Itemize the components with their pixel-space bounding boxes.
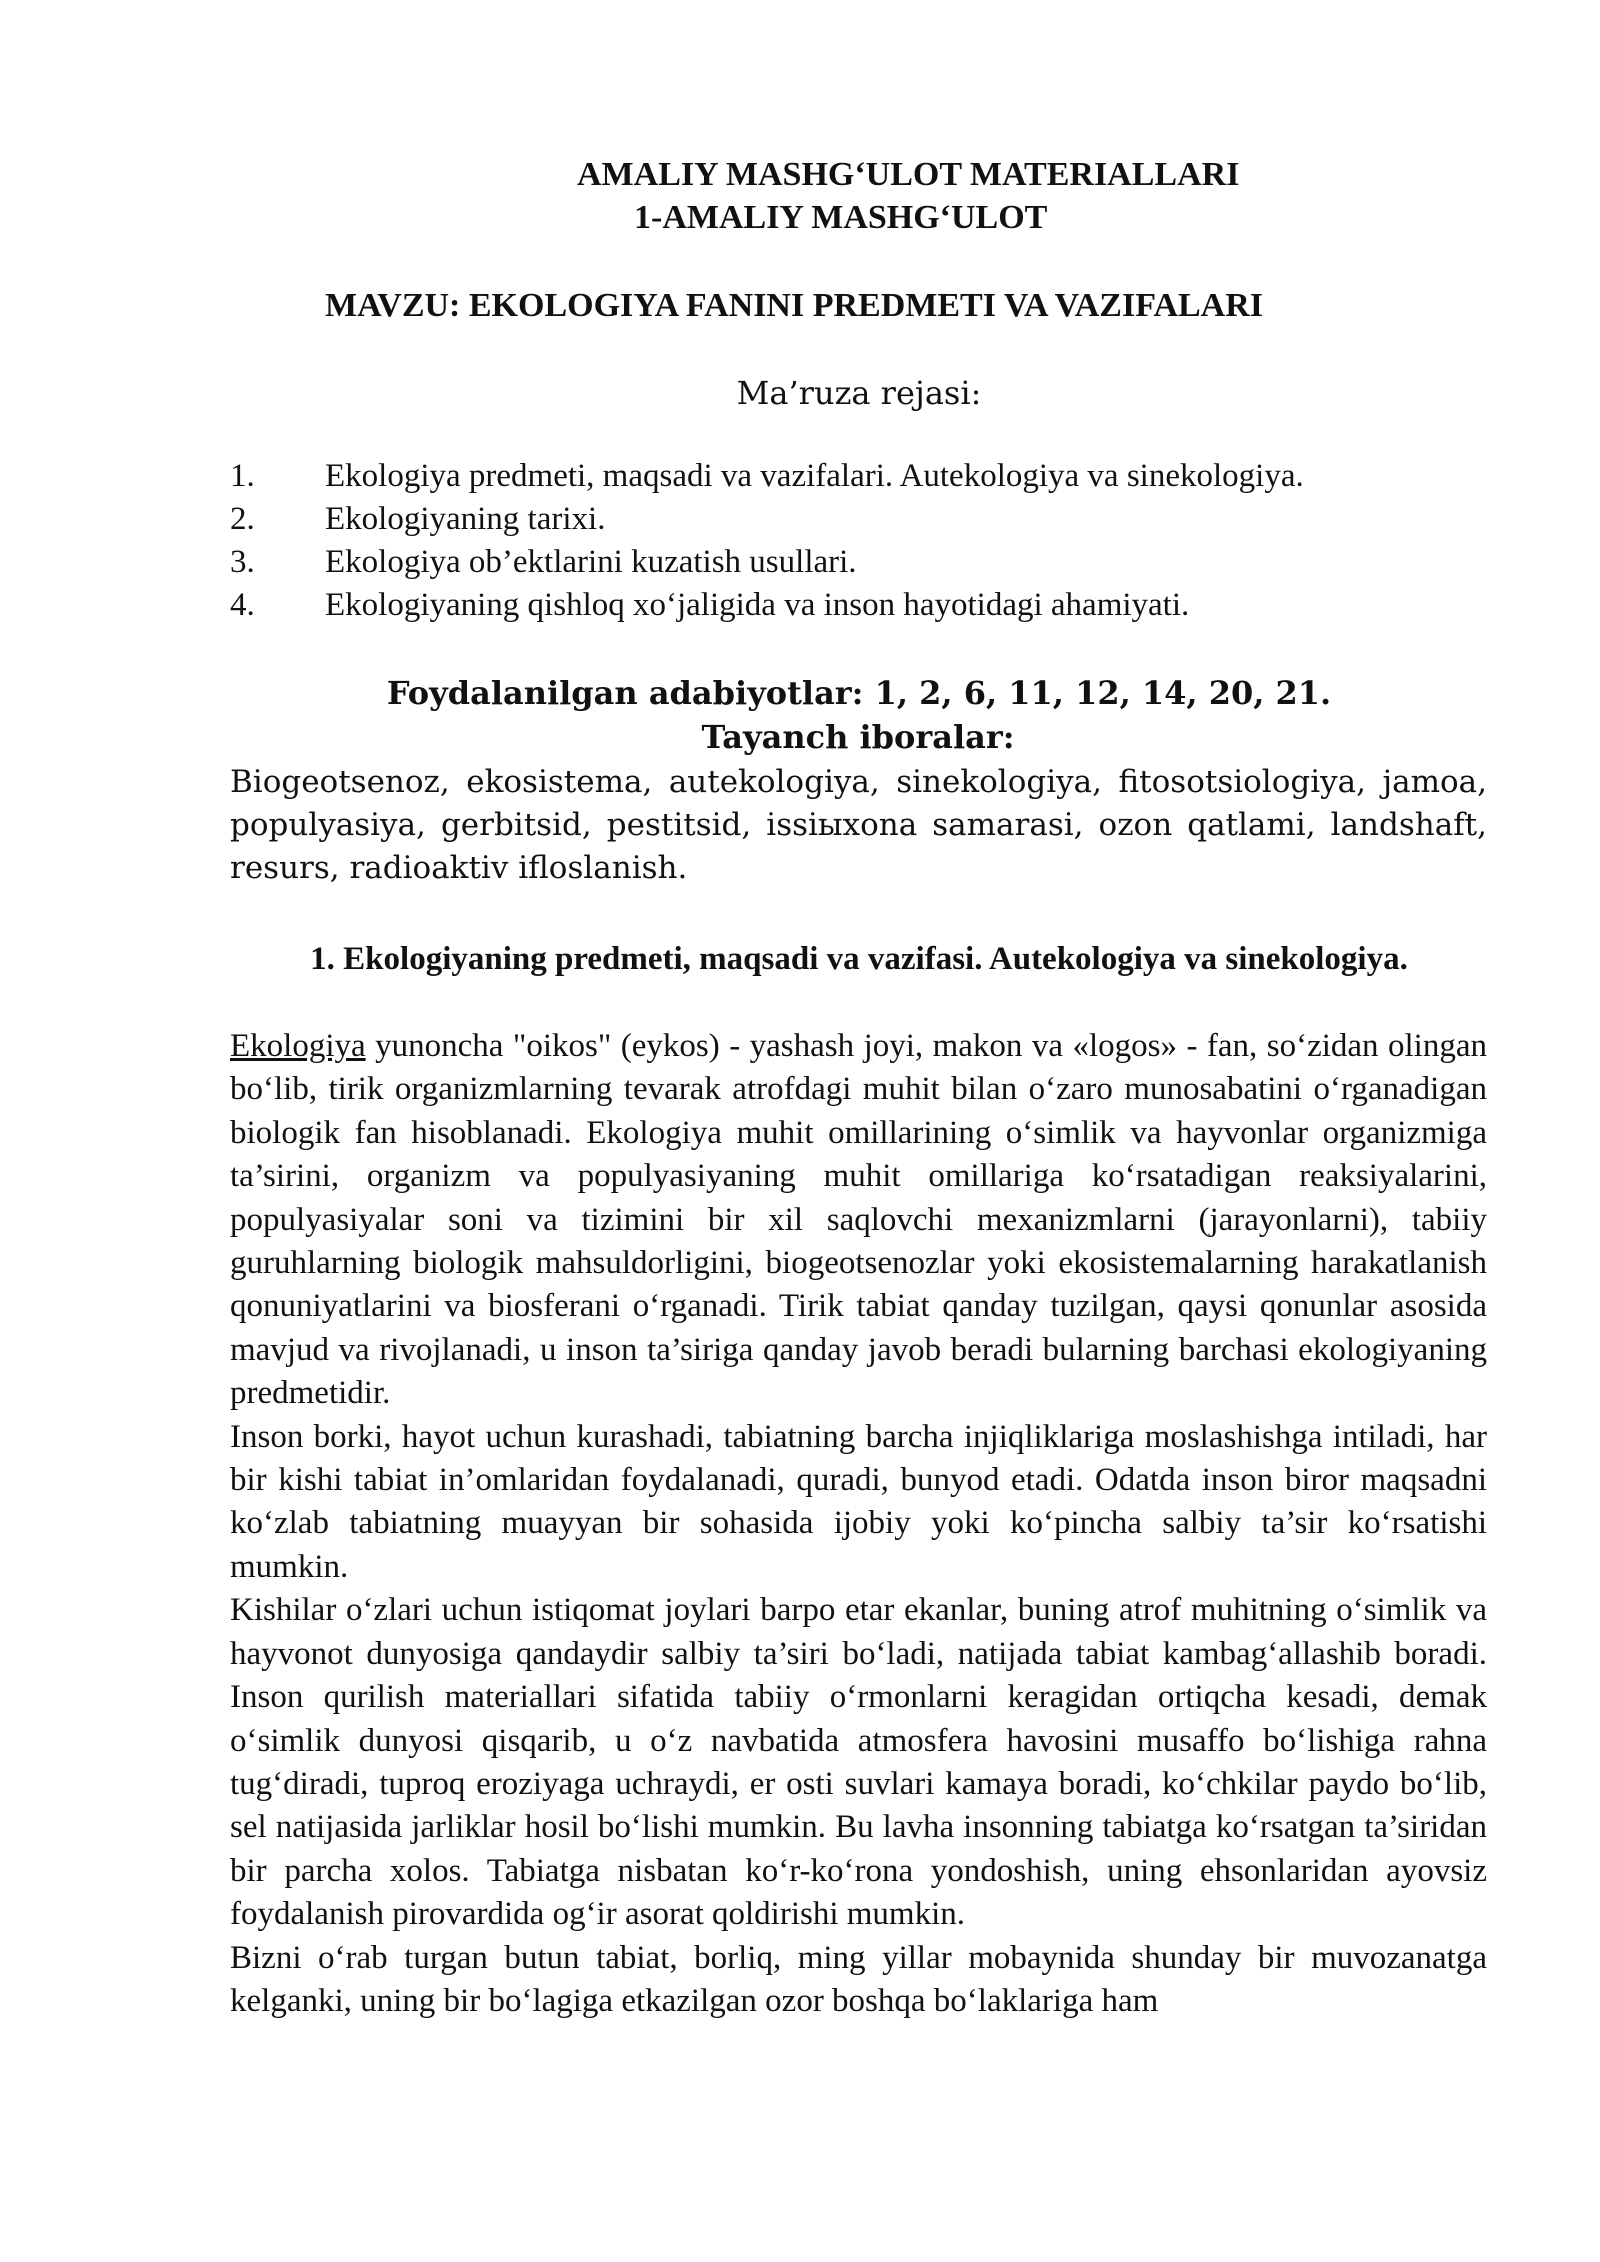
- paragraph-text: yunoncha "oikos" (eykos) - yashash joyi, makon va «logos» - fan, so‘zidan olingan bo‘lib, tirik organizmlarning tevarak atrofdagi muhit bilan o‘zaro munosabatini o‘rganadigan biologik fan hisoblanadi. Ekologiya muhit omillarining o‘simlik va hayvonlar organizmiga ta’sirini, organizm va populyasiyaning muhit omillariga ko‘rsatadigan reaksiyalarini, populyasiyalar soni va tizimini bir xil saqlovchi mexanizmlarni (jarayonlarni), tabiiy guruhlarning biologik mahsuldorligini, biogeotsenozlar yoki ekosistemalarning harakatlanish qonuniyatlarini va biosferani o‘rganadi. Tirik tabiat qanday tuzilgan, qaysi qonunlar asosida mavjud va rivojlanadi, u inson ta’siriga qanday javob beradi bularning barchasi ekologiyaning predmetidir.: [230, 1028, 1487, 1412]
- paragraph: Kishilar o‘zlari uchun istiqomat joylari barpo etar ekanlar, buning atrof muhitning o‘simlik va hayvonot dunyosiga qandaydir salbiy ta’siri bo‘ladi, natijada tabiat kambag‘allashib boradi. Inson qurilish materiallari sifatida tabiiy o‘rmonlarni keragidan ortiqcha kesadi, demak o‘simlik dunyosi qisqarib, u o‘z navbatida atmosfera havosini musaffo bo‘lishiga rahna tug‘diradi, tuproq eroziyaga uchraydi, er osti suvlari kamaya boradi, ko‘chkilar paydo bo‘lib, sel natijasida jarliklar hosil bo‘lishi mumkin. Bu lavha insonning tabiatga ko‘rsatgan ta’siridan bir parcha xolos. Tabiatga nisbatan ko‘r-ko‘rona yondoshish, uning ehsonlaridan ayovsiz foydalanish pirovardida og‘ir asorat qoldirishi mumkin.: [230, 1592, 1487, 1933]
- plan-item-number: 2.: [230, 501, 255, 537]
- plan-item: [230, 584, 1304, 627]
- plan-title: Ma’ruza rejasi:: [736, 374, 982, 412]
- plan-item-text: Ekologiyaning qishloq xo‘jaligida va inson hayotidagi ahamiyati.: [325, 587, 1190, 623]
- plan-item-number: 3.: [230, 544, 255, 580]
- session-title: 1-AMALIY MASHG‘ULOT: [634, 199, 1048, 236]
- plan-item-number: 4.: [230, 587, 255, 623]
- plan-item: [230, 541, 1304, 584]
- section-heading: 1. Ekologiyaning predmeti, maqsadi va vazifasi. Autekologiya va sinekologiya.: [310, 941, 1408, 977]
- paragraph: Inson borki, hayot uchun kurashadi, tabiatning barcha injiqliklariga moslashishga intiladi, har bir kishi tabiat in’omlaridan foydalanadi, quradi, bunyod etadi. Odatda inson biror maqsadni ko‘zlab tabiatning muayyan bir sohasida ijobiy yoki ko‘pincha salbiy ta’sir ko‘rsatishi mumkin.: [230, 1418, 1487, 1585]
- section-body: [230, 1025, 1487, 2023]
- plan-item: [230, 455, 1304, 498]
- plan-item-number: 1.: [230, 458, 255, 494]
- plan-item-text: Ekologiya predmeti, maqsadi va vazifalari. Autekologiya va sinekologiya.: [325, 458, 1304, 494]
- plan-item-text: Ekologiyaning tarixi.: [325, 501, 606, 537]
- paragraph: Bizni o‘rab turgan butun tabiat, borliq, ming yillar mobaynida shunday bir muvozanatga kelganki, uning bir bo‘lagiga etkazilgan ozor boshqa bo‘laklariga ham: [230, 1939, 1487, 2019]
- plan-list: [230, 455, 1304, 627]
- literature-line: Foydalanilgan adabiyotlar: 1, 2, 6, 11, 12, 14, 20, 21.: [386, 674, 1332, 712]
- term-ekologiya: Ekologiya: [230, 1028, 366, 1064]
- plan-item: [230, 498, 1304, 541]
- paragraph: [230, 1025, 1487, 1416]
- keywords-text: Biogeotsenoz, ekosistema, autekologiya, sinekologiya, fitosotsiologiya, jamoa, populyasiya, gerbitsid, pestitsid, issiыxona samarasi, ozon qatlami, landshaft, resurs, radioaktiv ifloslanish.: [230, 764, 1487, 886]
- plan-item-text: Ekologiya ob’ektlarini kuzatish usullari.: [325, 544, 857, 580]
- document-title: AMALIY MASHG‘ULOT MATERIALLARI: [577, 156, 1240, 193]
- keywords-title: Tayanch iboralar:: [701, 718, 1015, 756]
- topic-title: MAVZU: EKOLOGIYA FANINI PREDMETI VA VAZIFALARI: [325, 287, 1264, 324]
